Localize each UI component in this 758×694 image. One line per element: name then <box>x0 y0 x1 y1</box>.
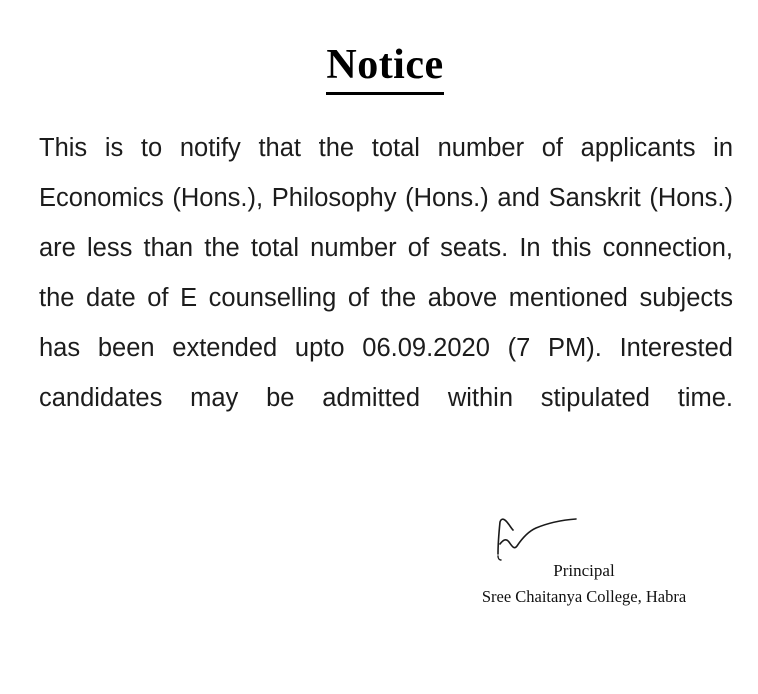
notice-body <box>36 123 734 473</box>
notice-body-text: This is to notify that the total number of applicants in Economics (Hons.), Philosophy (Hons.) and Sanskrit (Hons.) are less than the total number of seats. In this connection, the date of E counselling of the above mentioned subjects has been extended upto 06.09.2020 (7 PM). Interested candidates may be admitted within stipulated time. <box>39 134 733 413</box>
signature-institution: Sree Chaitanya College, Habra <box>481 587 687 606</box>
signature-designation: Principal <box>553 561 615 580</box>
page-title-text: Notice <box>326 42 443 95</box>
handwritten-signature-icon <box>484 510 684 564</box>
page-title <box>36 42 734 95</box>
signature-block <box>434 510 734 610</box>
